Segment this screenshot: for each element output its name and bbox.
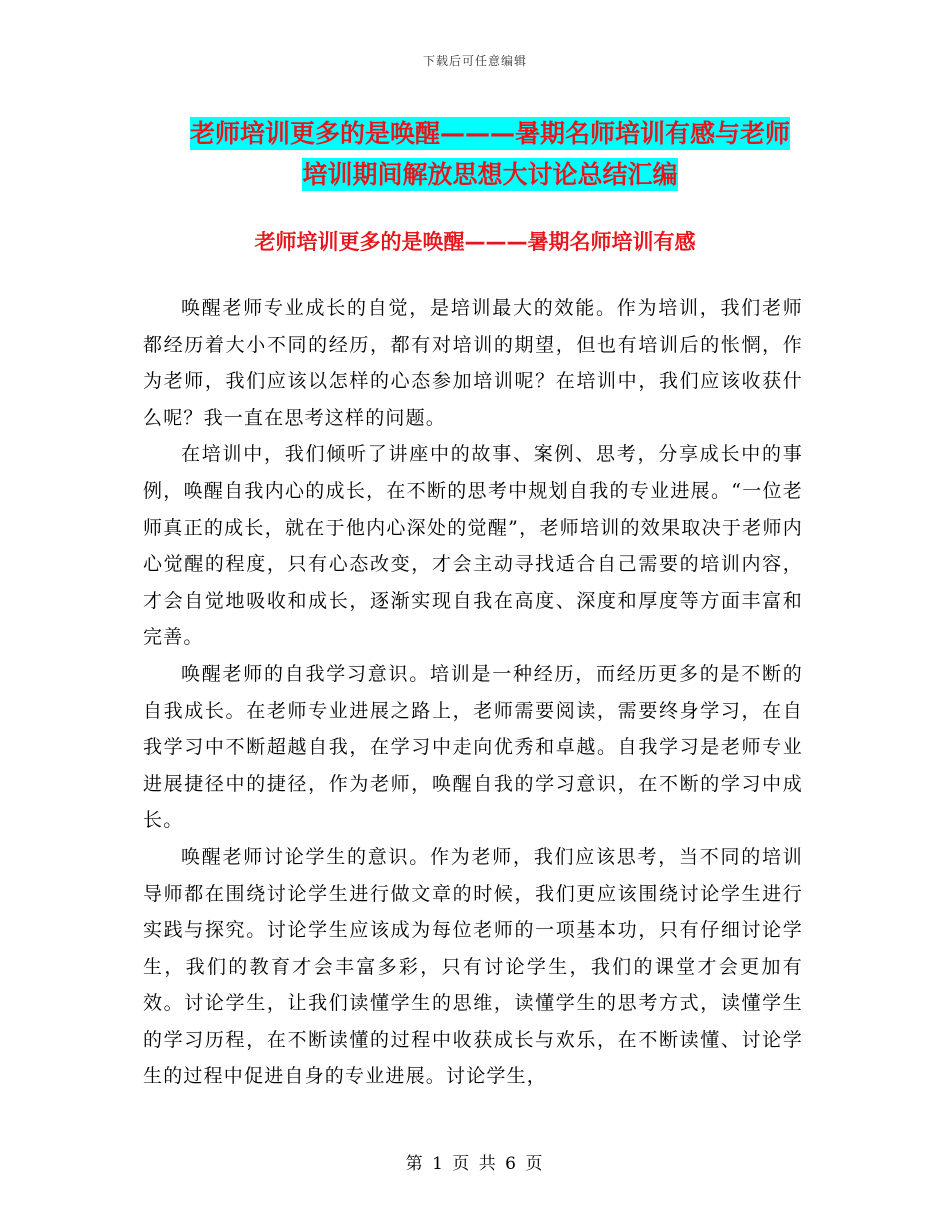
section-heading: 老师培训更多的是唤醒———暑期名师培训有感 — [254, 230, 696, 254]
paragraph: 唤醒老师专业成长的自觉，是培训最大的效能。作为培训，我们老师都经历着大小不同的经历，都有对培训的期望，但也有培训后的怅惘，作为老师，我们应该以怎样的心态参加培训呢？在培训中，我们应该收获什么呢？我一直在思考这样的问题。 — [143, 297, 803, 429]
document-title-line-2: 培训期间解放思想大讨论总结汇编 — [302, 160, 678, 189]
paragraph: 唤醒老师的自我学习意识。培训是一种经历，而经历更多的是不断的自我成长。在老师专业进展之路上，老师需要阅读，需要终身学习，在自我学习中不断超越自我，在学习中走向优秀和卓越。自我学习是老师专业进展捷径中的捷径，作为老师，唤醒自我的学习意识，在不断的学习中成长。 — [143, 662, 803, 832]
body-text — [143, 290, 803, 1095]
header-note: 下载后可任意编辑 — [422, 54, 527, 68]
document-title — [140, 113, 840, 195]
document-title-line-1: 老师培训更多的是唤醒———暑期名师培训有感与老师 — [189, 119, 790, 148]
paragraph: 在培训中，我们倾听了讲座中的故事、案例、思考，分享成长中的事例，唤醒自我内心的成长，在不断的思考中规划自我的专业进展。“一位老师真正的成长，就在于他内心深处的觉醒”，老师培训的效果取决于老师内心觉醒的程度，只有心态改变，才会主动寻找适合自己需要的培训内容，才会自觉地吸收和成长，逐渐实现自我在高度、深度和厚度等方面丰富和完善。 — [143, 443, 803, 649]
page-number: 第 1 页 共 6 页 — [405, 1154, 545, 1174]
paragraph: 唤醒老师讨论学生的意识。作为老师，我们应该思考，当不同的培训导师都在围绕讨论学生进行做文章的时候，我们更应该围绕讨论学生进行实践与探究。讨论学生应该成为每位老师的一项基本功，只有仔细讨论学生，我们的教育才会丰富多彩，只有讨论学生，我们的课堂才会更加有效。讨论学生，让我们读懂学生的思维，读懂学生的思考方式，读懂学生的学习历程，在不断读懂的过程中收获成长与欢乐，在不断读懂、讨论学生的过程中促进自身的专业进展。讨论学生， — [143, 845, 803, 1088]
